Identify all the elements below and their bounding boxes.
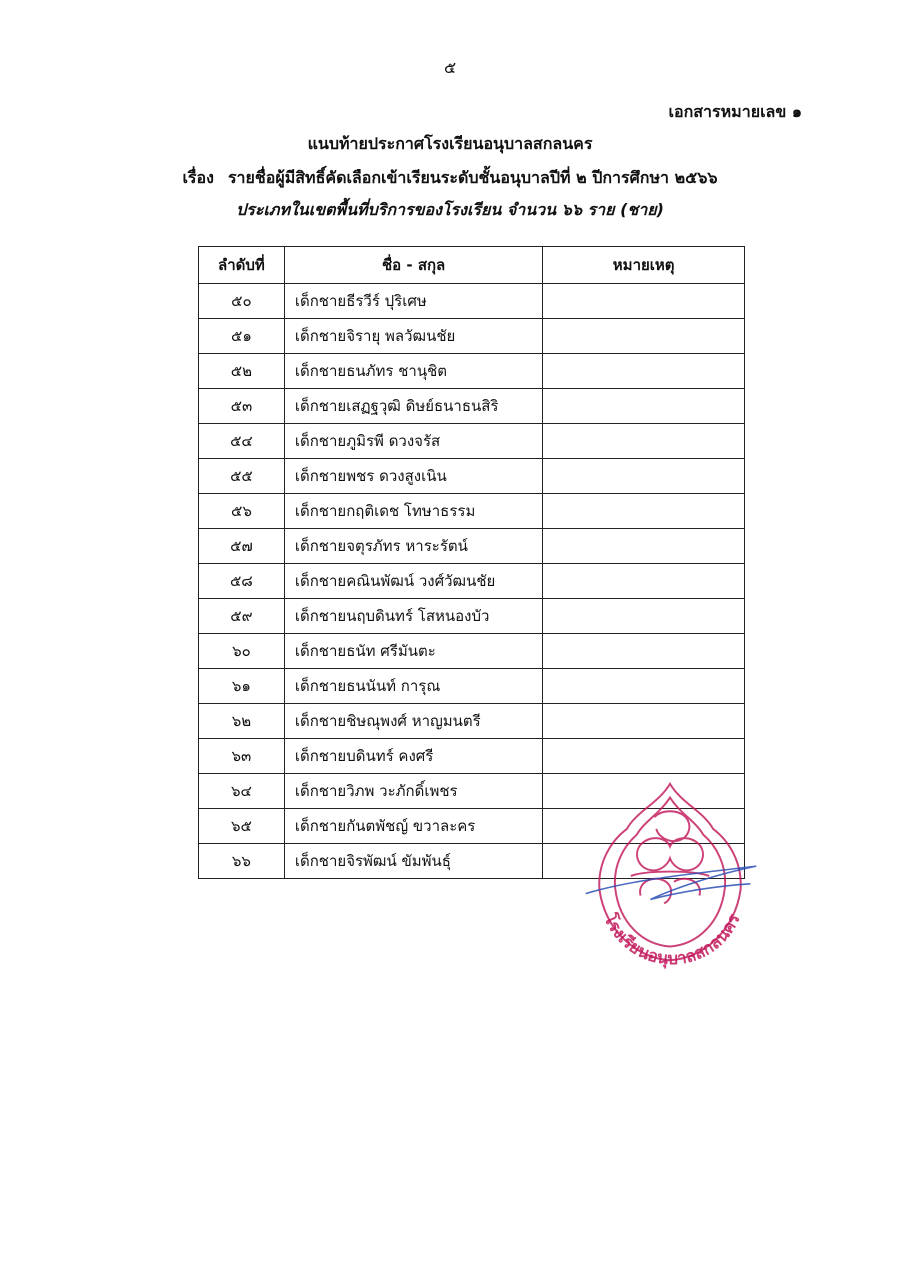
header-order: ลำดับที่ — [199, 247, 285, 284]
row-order: ๖๓ — [199, 739, 285, 774]
row-name: เด็กชายจิรายุ พลวัฒนชัย — [284, 319, 542, 354]
row-name: เด็กชายธีรวีร์ ปุริเศษ — [284, 284, 542, 319]
table-row — [199, 529, 745, 564]
table-row — [199, 599, 745, 634]
row-name: เด็กชายธนนันท์ การุณ — [284, 669, 542, 704]
row-remark — [543, 319, 745, 354]
table-row — [199, 494, 745, 529]
row-name: เด็กชายบดินทร์ คงศรี — [284, 739, 542, 774]
school-seal-icon — [572, 776, 768, 972]
page-number: ๕ — [443, 58, 457, 77]
row-order: ๕๖ — [199, 494, 285, 529]
row-name: เด็กชายจตุรภัทร หาระรัตน์ — [284, 529, 542, 564]
table-row — [199, 704, 745, 739]
row-order: ๕๙ — [199, 599, 285, 634]
row-order: ๕๐ — [199, 284, 285, 319]
header-name: ชื่อ - สกุล — [284, 247, 542, 284]
row-order: ๖๑ — [199, 669, 285, 704]
row-order: ๕๑ — [199, 319, 285, 354]
row-remark — [543, 704, 745, 739]
row-order: ๕๒ — [199, 354, 285, 389]
table-row — [199, 739, 745, 774]
row-name: เด็กชายคณินพัฒน์ วงศ์วัฒนชัย — [284, 564, 542, 599]
document-reference: เอกสารหมายเลข ๑ — [668, 102, 802, 121]
row-order: ๖๖ — [199, 844, 285, 879]
row-remark — [543, 564, 745, 599]
row-order: ๖๔ — [199, 774, 285, 809]
row-remark — [543, 739, 745, 774]
header-remark: หมายเหตุ — [543, 247, 745, 284]
row-remark — [543, 389, 745, 424]
row-remark — [543, 599, 745, 634]
row-name: เด็กชายธนัท ศรีมันตะ — [284, 634, 542, 669]
row-order: ๕๘ — [199, 564, 285, 599]
row-order: ๕๓ — [199, 389, 285, 424]
row-remark — [543, 284, 745, 319]
row-order: ๕๔ — [199, 424, 285, 459]
table-row — [199, 459, 745, 494]
table-row — [199, 389, 745, 424]
row-order: ๕๗ — [199, 529, 285, 564]
row-name: เด็กชายเสฏฐวุฒิ ดิษย์ธนาธนสิริ — [284, 389, 542, 424]
row-name: เด็กชายกันตพัชญ์ ขวาละคร — [284, 809, 542, 844]
seal-text: โรงเรียนอนุบาลสกลนคร — [600, 911, 744, 969]
row-order: ๖๕ — [199, 809, 285, 844]
table-row — [199, 424, 745, 459]
row-order: ๖๐ — [199, 634, 285, 669]
row-remark — [543, 634, 745, 669]
row-remark — [543, 354, 745, 389]
row-remark — [543, 424, 745, 459]
subject-label: เรื่อง — [182, 168, 214, 187]
table-row — [199, 354, 745, 389]
heading-category: ประเภทในเขตพื้นที่บริการของโรงเรียน จำนวน ๖๖ ราย (ชาย) — [236, 200, 664, 219]
table-header-row — [199, 247, 745, 284]
row-name: เด็กชายนฤบดินทร์ โสหนองบัว — [284, 599, 542, 634]
table-row — [199, 634, 745, 669]
row-name: เด็กชายภูมิรพี ดวงจรัส — [284, 424, 542, 459]
row-name: เด็กชายพชร ดวงสูงเนิน — [284, 459, 542, 494]
row-name: เด็กชายกฤติเดช โทษาธรรม — [284, 494, 542, 529]
table-row — [199, 284, 745, 319]
row-name: เด็กชายชิษณุพงศ์ หาญมนตรี — [284, 704, 542, 739]
row-order: ๖๒ — [199, 704, 285, 739]
subject-text: รายชื่อผู้มีสิทธิ์คัดเลือกเข้าเรียนระดับชั้นอนุบาลปีที่ ๒ ปีการศึกษา ๒๕๖๖ — [227, 168, 718, 187]
heading-subject — [0, 166, 900, 191]
table-row — [199, 319, 745, 354]
row-remark — [543, 459, 745, 494]
heading-announcement: แนบท้ายประกาศโรงเรียนอนุบาลสกลนคร — [307, 134, 593, 153]
row-order: ๕๕ — [199, 459, 285, 494]
row-remark — [543, 529, 745, 564]
row-name: เด็กชายธนภัทร ชานุชิต — [284, 354, 542, 389]
svg-text:โรงเรียนอนุบาลสกลนคร — [600, 910, 744, 970]
row-remark — [543, 494, 745, 529]
row-name: เด็กชายจิรพัฒน์ ขัมพันธุ์ — [284, 844, 542, 879]
row-remark — [543, 669, 745, 704]
table-row — [199, 669, 745, 704]
table-row — [199, 564, 745, 599]
row-name: เด็กชายวิภพ วะภักดิ์เพชร — [284, 774, 542, 809]
